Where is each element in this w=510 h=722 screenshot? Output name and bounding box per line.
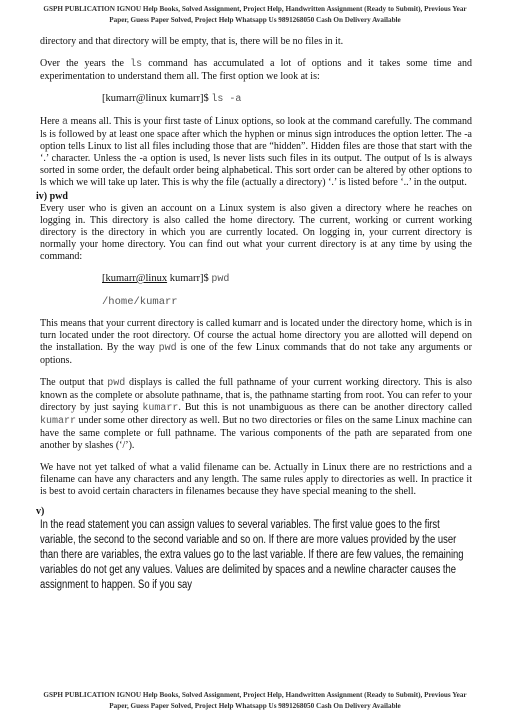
paragraph-read-statement: In the read statement you can assign values to several variables. The first value goes to the first variable, the second to the second variable and so on. If there are more values provided by the user than there are variables, the extra values go to the last variable. If there are few values, the remaining variables do not get any values. Values are delimited by spaces and a newline character causes the assignment to happen. So if you say <box>40 519 464 591</box>
read-statement-block <box>40 518 472 593</box>
command-text: pwd <box>211 274 230 285</box>
paragraph-ls-options: Here a means all. This is your first taste of Linux options, so look at the command carefully. The command ls is followed by at least one space after which the hyphen or minus sign introduces the option letter. The -a option tells Linux to list all files including those that are “hidden”. Hidden files are those that start with the ‘.’ character. Unless the -a option is used, ls never lists such files in its output. The output of ls is always sorted in some order, the default order being alphabetical. This sort order can be altered by other options to ls which we will take up later. This is why the file (actually a directory) ‘.’ is listed before ‘..’ in the output. <box>40 116 472 188</box>
inline-code-a: a <box>62 117 69 128</box>
inline-code-ls: ls <box>130 59 143 70</box>
inline-code-pwd: pwd <box>158 343 177 354</box>
paragraph-ls-intro: Over the years the ls command has accumulated a lot of options and it takes some time and experimentation to understand them all. The first option we look at is: <box>40 58 472 82</box>
header-banner: GSPH PUBLICATION IGNOU Help Books, Solved Assignment, Project Help, Handwritten Assignment (Ready to Submit), Previous Year Paper, Guess Paper Solved, Project Help Whatsapp Us 9891268050 Cash On Delivery Available <box>43 5 467 24</box>
paragraph-continuation: directory and that directory will be empty, that is, there will be no files in it. <box>40 36 344 47</box>
paragraph-pwd-meaning: This means that your current directory is called kumarr and is located under the directory home, which is in turn located under the root directory. Of course the actual home directory you are allotted will depend on the installation. By the way pwd is one of the few Linux commands that do not take any arguments or options. <box>40 318 473 366</box>
section-heading-v: v) <box>36 506 45 517</box>
command-text: ls -a <box>211 94 242 105</box>
section-heading-pwd: iv) pwd <box>36 191 68 202</box>
paragraph-filenames: We have not yet talked of what a valid filename can be. Actually in Linux there are no restrictions and a filename can have any characters and any length. The same rules apply to directories as well. In practice it is best to avoid certain characters in filenames because they have special meaning to the shell. <box>40 462 472 497</box>
footer-banner: GSPH PUBLICATION IGNOU Help Books, Solved Assignment, Project Help, Handwritten Assignment (Ready to Submit), Previous Year Paper, Guess Paper Solved, Project Help Whatsapp Us 9891268050 Cash On Delivery Available <box>43 691 467 710</box>
shell-prompt: [kumarr@linux kumarr]$ <box>102 93 212 104</box>
command-ls-a <box>40 93 472 106</box>
command-pwd: [kumarr@linux kumarr]$ pwd <box>102 273 230 285</box>
paragraph-home-directory: Every user who is given an account on a Linux system is also given a directory where he reaches on logging in. This directory is also called the home directory. The current, working or current working directory is the directory in which you are currently located. On logging in, your current directory is normally your home directory. You can find out what your current directory is at any time by using the command: <box>40 203 472 262</box>
command-output: /home/kumarr <box>102 296 178 308</box>
page-content <box>36 36 473 593</box>
prompt-user-link: [kumarr@linux <box>102 273 168 284</box>
paragraph-pathname: The output that pwd displays is called the full pathname of your current working directory. This is also known as the complete or absolute pathname, that is, the pathname starting from root. You can refer to your directory by just saying kumarr. But this is not unambiguous as there can be another directory called kumarr under some other directory as well. But no two directories or files on the same Linux machine can have the same complete or full pathname. The various components of the path are separated from one another by slashes (‘/’). <box>40 377 472 451</box>
